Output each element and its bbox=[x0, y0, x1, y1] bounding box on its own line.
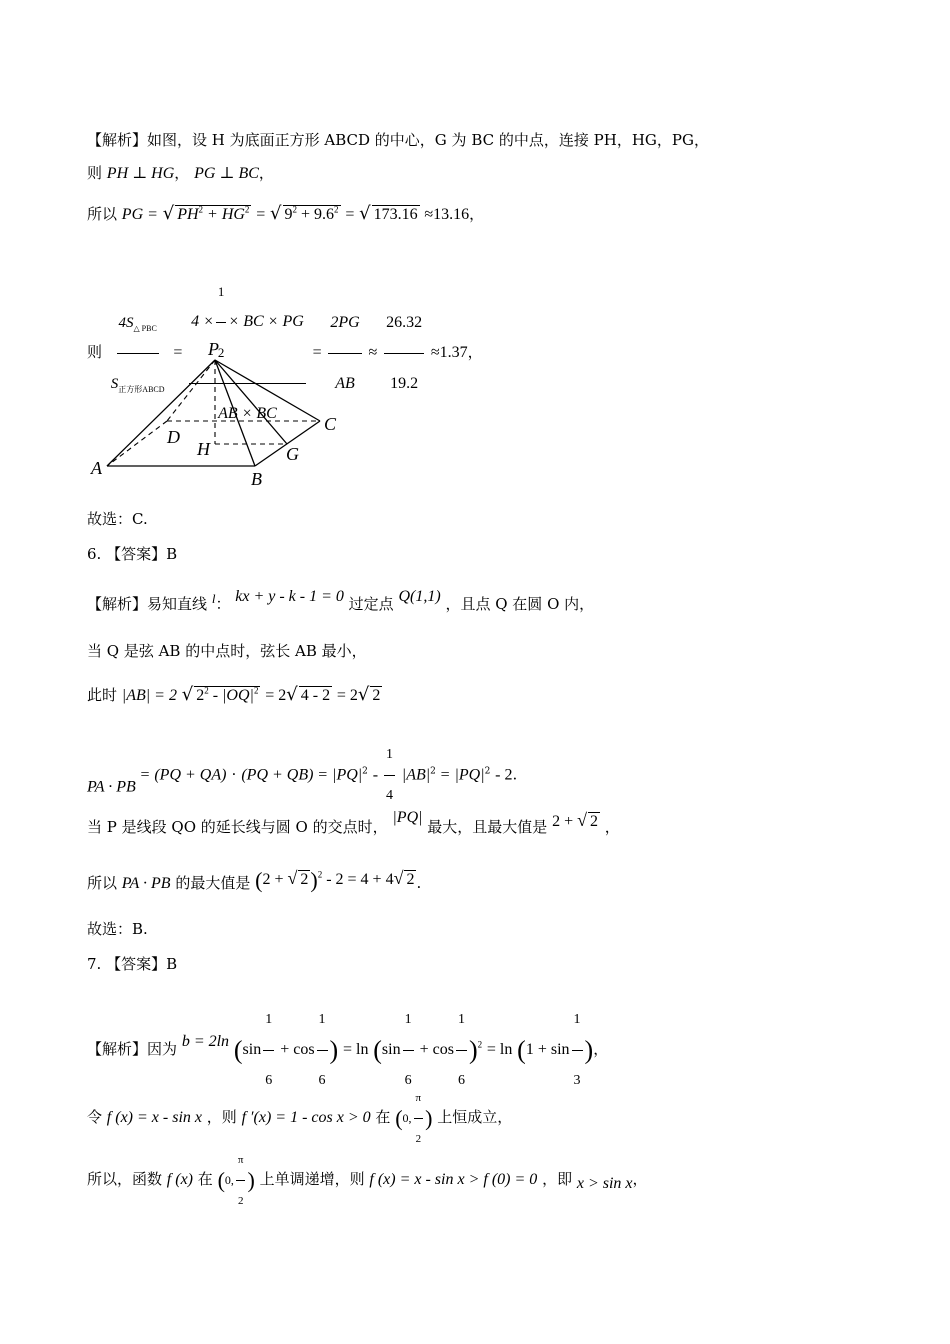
pyramid-figure bbox=[85, 335, 355, 495]
monotonic-line: 所以，函数 f (x) 在 (0, $\frac{\pi}{2}$ ) 上单调递增，则 f (x) = x - sin x > f (0) = 0 ，即 x > sin x， bbox=[87, 1140, 648, 1221]
pg-length-line: 所以 PG = √ $PH^2 + HG^2$ = √ $9^2 + 9.6^2$ = √ 173.16 ≈13.16， bbox=[87, 203, 485, 224]
vertex-b-label: B bbox=[251, 469, 262, 489]
vertex-d-label: D bbox=[167, 427, 180, 447]
analysis-line-1 bbox=[87, 129, 709, 151]
dot-product-line: PA · PB = $(PQ + QA) \cdot (PQ + QB) = |PQ|^2$ - $\frac{1}{4}$ $|AB|^2 = |PQ|^2 - 2$. bbox=[87, 735, 517, 816]
q6-analysis-line: 【解析】易知直线 l： kx + y - k - 1 = 0 过定点 Q(1,1) ，且点 Q 在圆 O 内， bbox=[87, 588, 595, 613]
b-value-line: 【解析】因为 b = 2ln (sin $\frac{1}{6}$ + cos $\frac{1}{6}$ ) = ln (sin $\frac{1}{6}$ + cos $\frac{1}{6}$ )$^2$ = ln (1 + sin $\frac{1}{3}$ )， bbox=[87, 990, 608, 1111]
choice-c-line: 故选：C. bbox=[87, 510, 148, 528]
ratio-line: 则 $\frac{4S_{\triangle PBC}}{S_{正方形ABCD}}$ = 4 × $\frac{1}{2}$ × BC × PG AB × BC = $\frac{2PG}{AB}$ ≈ $\frac{26.32}{19.2}$ ≈1.37， bbox=[87, 262, 483, 444]
question-6-answer: 6. 【答案】B bbox=[87, 545, 178, 563]
chord-midpoint-line: 当 Q 是弦 AB 的中点时，弦长 AB 最小， bbox=[87, 642, 367, 660]
max-value-line: 所以 PA · PB 的最大值是 (2 + √ 2)$^2$ - 2 = 4 + 4√ 2 . bbox=[87, 867, 422, 893]
vertex-p-label: P bbox=[208, 339, 219, 359]
analysis-text: 如图，设 H 为底面正方形 ABCD 的中心，G 为 BC 的中点，连接 PH，HG，PG， bbox=[147, 131, 709, 149]
max-pq-line: 当 P 是线段 QO 的延长线与圆 O 的交点时， |PQ| 最大，且最大值是 2 + √ 2 ， bbox=[87, 809, 620, 836]
choice-b-line: 故选：B. bbox=[87, 920, 148, 938]
center-h-label: H bbox=[197, 439, 210, 459]
perpendicular-line: 则 PH ⊥ HG， PG ⊥ BC， bbox=[87, 164, 274, 182]
midpoint-g-label: G bbox=[286, 444, 299, 464]
analysis-label: 【解析】 bbox=[87, 131, 148, 149]
question-7-answer: 7. 【答案】B bbox=[87, 955, 178, 973]
chord-length-line: 此时 |AB| = 2 √ $2^2 - |OQ|^2 = 2√$ 4 - 2 = 2√ 2 bbox=[87, 684, 381, 705]
vertex-c-label: C bbox=[324, 414, 337, 434]
derivative-line: 令 f (x) = x - sin x ，则 f ′(x) = 1 - cos x > 0 在 (0, $\frac{\pi}{2}$ ) 上恒成立， bbox=[87, 1078, 512, 1159]
vertex-a-label: A bbox=[91, 458, 102, 478]
